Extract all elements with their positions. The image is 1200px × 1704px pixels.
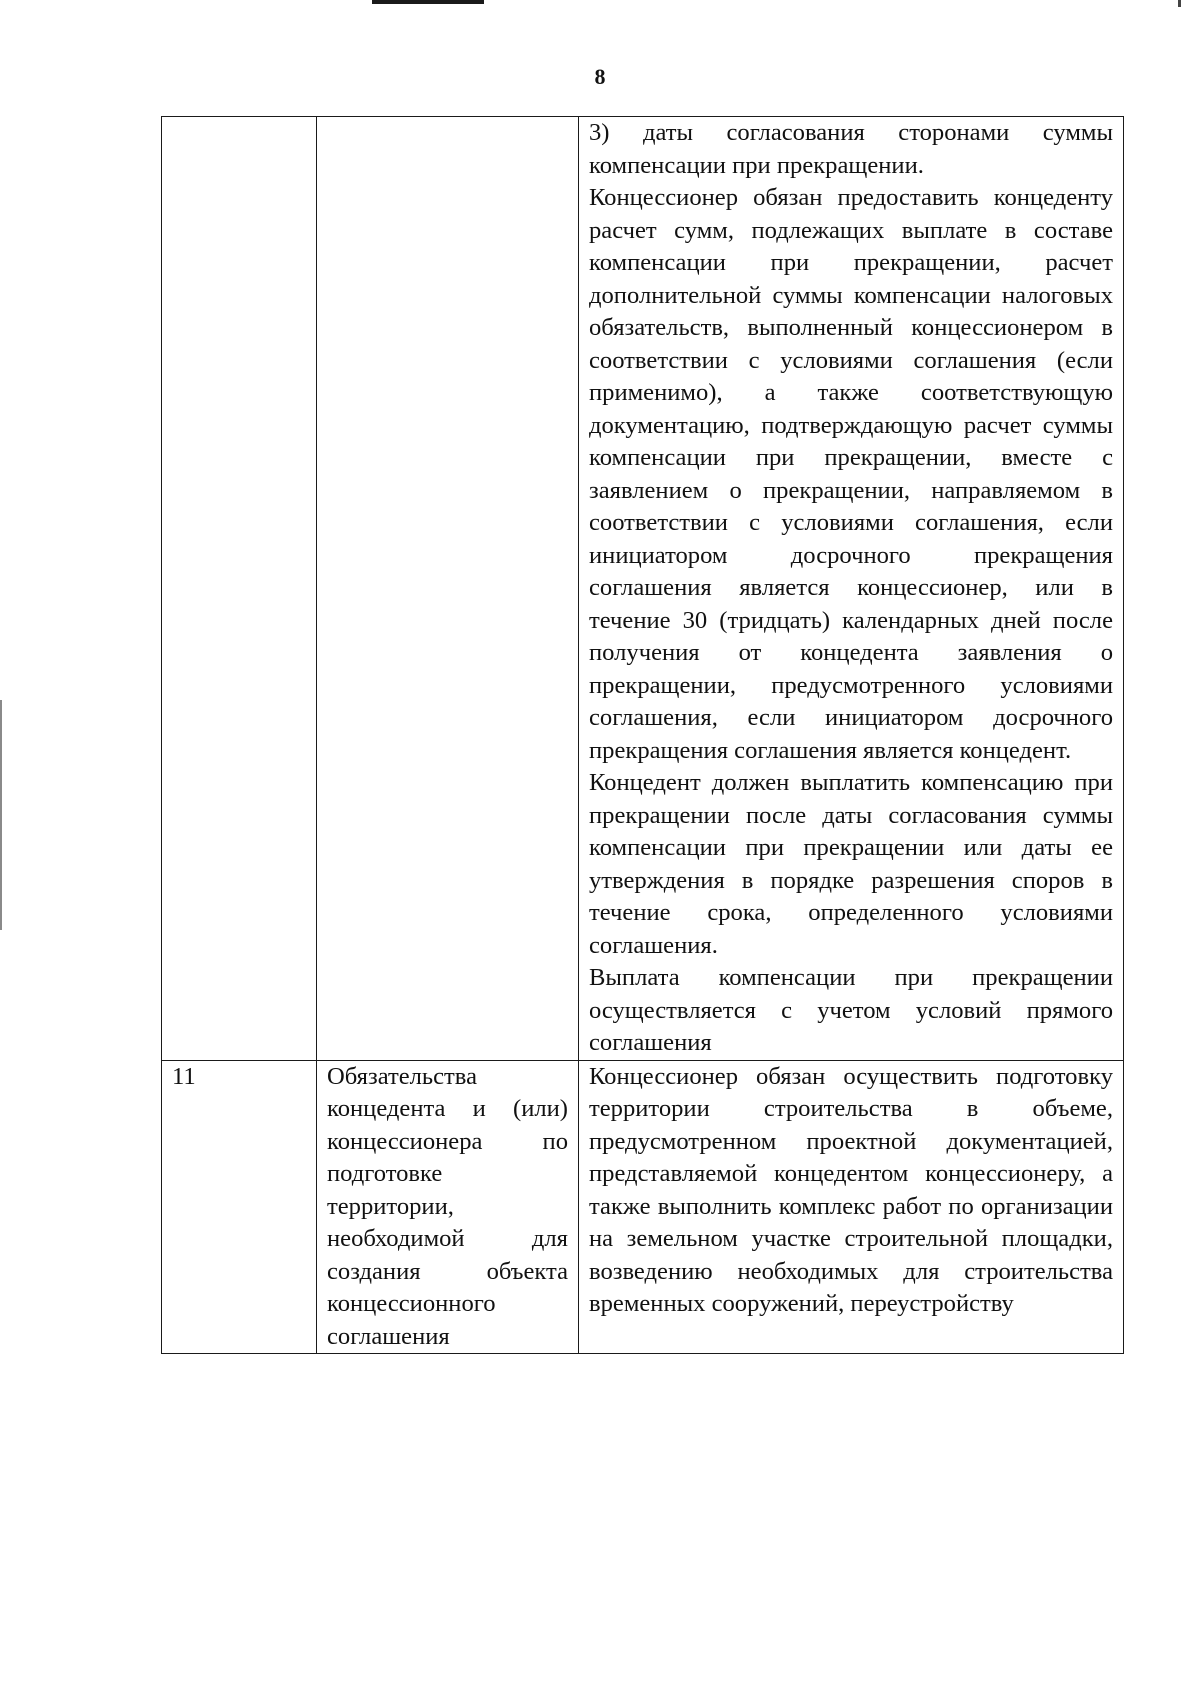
row-subject: Обязательства концедента и (или) концессионера по подготовке территории, необходимой для создания объекта концессионного соглашения xyxy=(327,1062,568,1350)
content-paragraph: Выплата компенсации при прекращении осуществляется с учетом условий прямого соглашения xyxy=(589,964,1113,1056)
scan-edge-left xyxy=(0,700,2,930)
content-paragraph: Концессионер обязан осуществить подготовку территории строительства в объеме, предусмотренном проектной документацией, представляемой концедентом концессионеру, а также выполнить комплекс работ по организации на земельном участке строительной площадки, возведению необходимых для строительства временных сооружений, переустройству xyxy=(589,1062,1113,1317)
row-number-cell xyxy=(162,117,317,1061)
content-cell xyxy=(579,117,1124,1061)
content-paragraph: Концессионер обязан предоставить концеденту расчет сумм, подлежащих выплате в составе компенсации при прекращении, расчет дополнительной суммы компенсации налоговых обязательств, выполненный концессионером в соответствии с условиями соглашения (если применимо), а также соответствующую документацию, подтверждающую расчет суммы компенсации при прекращении, вместе с заявлением о прекращении, направляемом в соответствии с условиями соглашения, если инициатором досрочного прекращения соглашения является концессионер, или в течение 30 (тридцать) календарных дней после получения от концедента заявления о прекращении, предусмотренного условиями соглашения, если инициатором досрочного прекращения соглашения является концедент. xyxy=(589,184,1113,764)
content-paragraph: Концедент должен выплатить компенсацию при прекращении после даты согласования суммы компенсации при прекращении или даты ее утверждения в порядке разрешения споров в течение срока, определенного условиями соглашения. xyxy=(589,769,1113,959)
document-table xyxy=(161,116,1124,1354)
scan-mark-top xyxy=(372,0,484,4)
table-row xyxy=(162,1060,1124,1354)
content-cell xyxy=(579,1060,1124,1354)
page-number: 8 xyxy=(594,64,606,89)
row-number-cell xyxy=(162,1060,317,1354)
scan-mark-right xyxy=(1178,0,1181,7)
table-row xyxy=(162,117,1124,1061)
subject-cell xyxy=(317,1060,579,1354)
content-paragraph: 3) даты согласования сторонами суммы компенсации при прекращении. xyxy=(589,119,1113,179)
row-number: 11 xyxy=(172,1062,196,1090)
subject-cell xyxy=(317,117,579,1061)
